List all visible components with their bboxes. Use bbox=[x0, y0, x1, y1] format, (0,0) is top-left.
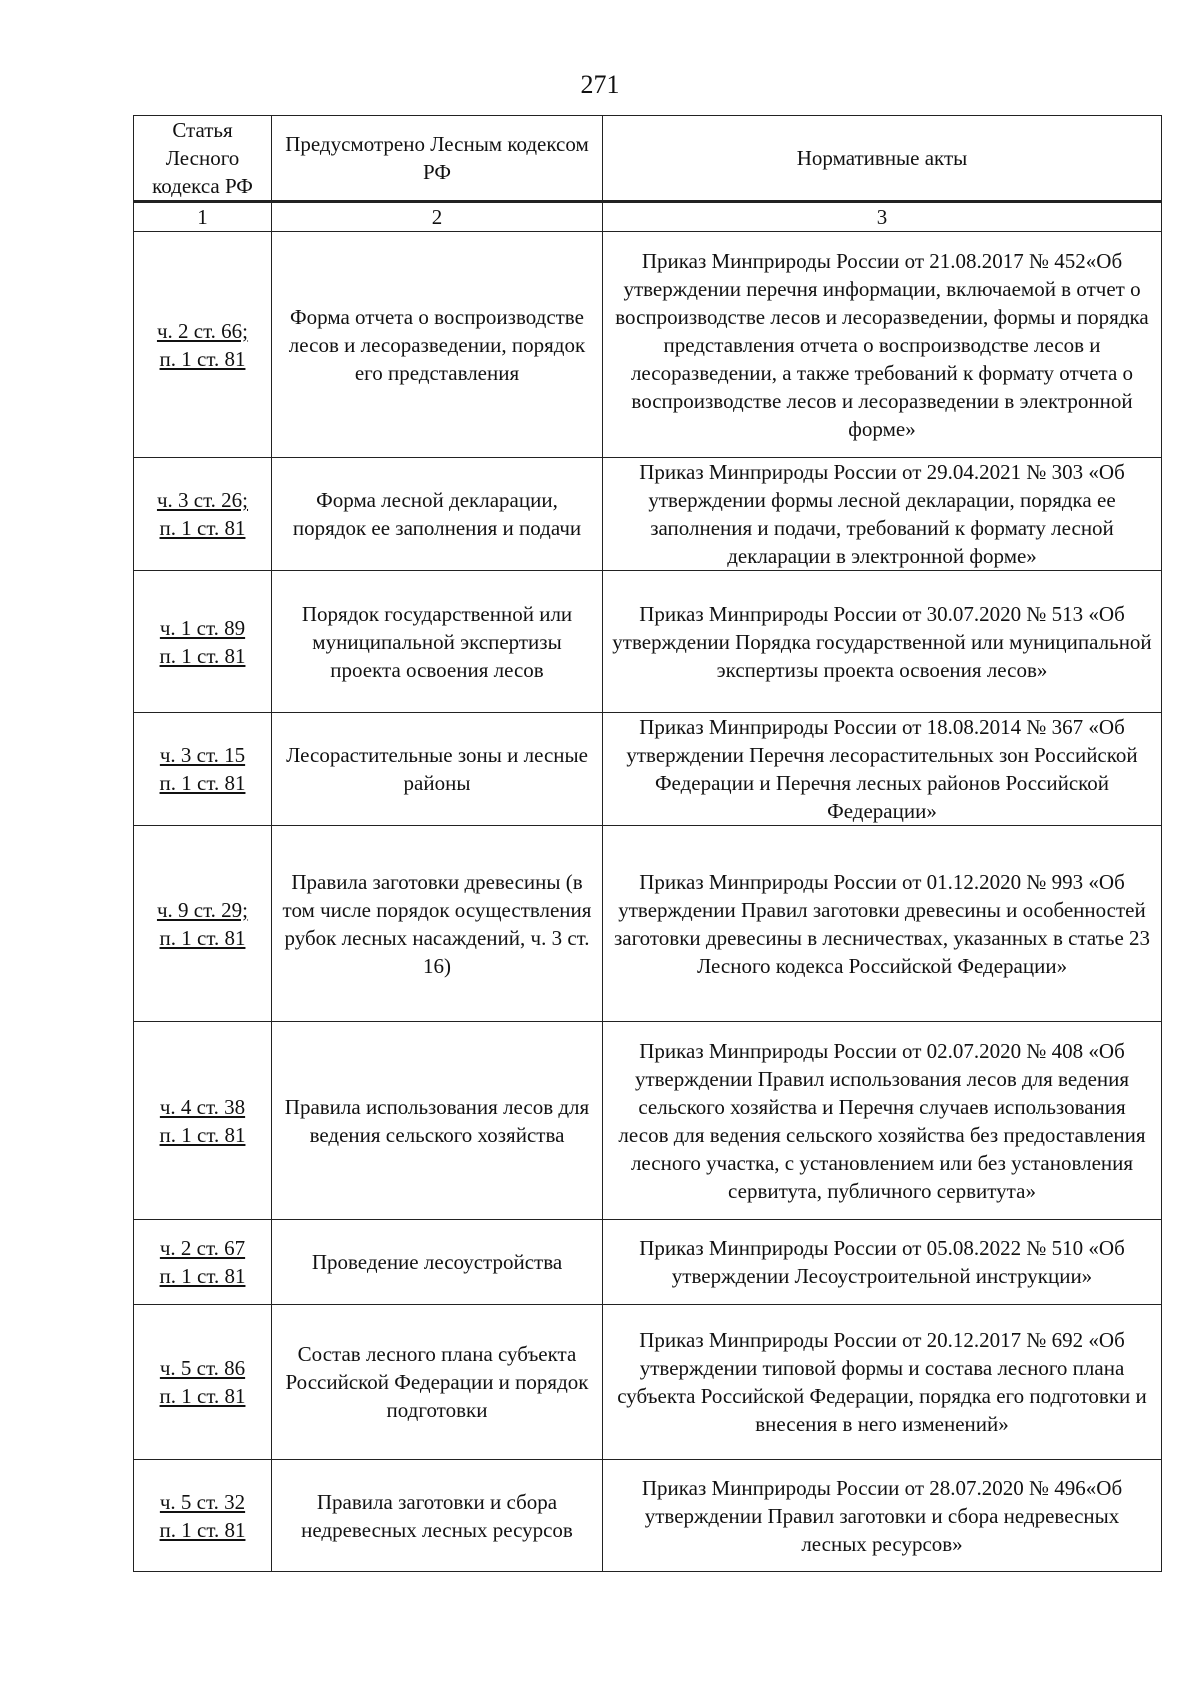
table-row bbox=[134, 1460, 1162, 1572]
act-text: Приказ Минприроды России от 18.08.2014 № 367 «Об утверждении Перечня лесорастительных зон Российской Федерации и Перечня лесных районов Российской Федерации» bbox=[626, 715, 1138, 823]
column-number: 1 bbox=[134, 202, 272, 232]
column-number-row bbox=[134, 202, 1162, 232]
article-link[interactable]: п. 1 ст. 81 bbox=[159, 1122, 246, 1147]
provision-cell bbox=[272, 826, 603, 1022]
act-cell bbox=[603, 571, 1162, 713]
article-link[interactable]: ч. 4 ст. 38 bbox=[159, 1094, 246, 1119]
article-link[interactable]: п. 1 ст. 81 bbox=[159, 516, 246, 540]
act-text: Приказ Минприроды России от 28.07.2020 № 496«Об утверждении Правил заготовки и сбора недревесных лесных ресурсов» bbox=[641, 1475, 1123, 1556]
provision-text: Лесорастительные зоны и лесные районы bbox=[286, 743, 588, 795]
act-text: Приказ Минприроды России от 20.12.2017 № 692 «Об утверждении типовой формы и состава лесного плана субъекта Российской Федерации, порядка его подготовки и внесения в него изменений» bbox=[617, 1328, 1147, 1436]
provision-text: Порядок государственной или муниципальной экспертизы проекта освоения лесов bbox=[301, 601, 573, 682]
header-acts: Нормативные акты bbox=[603, 116, 1162, 202]
table-row bbox=[134, 458, 1162, 571]
provision-text: Правила заготовки и сбора недревесных лесных ресурсов bbox=[301, 1489, 573, 1542]
provision-text: Состав лесного плана субъекта Российской Федерации и порядок подготовки bbox=[285, 1342, 589, 1422]
page-number: 271 bbox=[580, 70, 620, 99]
article-link[interactable]: ч. 9 ст. 29; bbox=[156, 897, 249, 922]
act-text: Приказ Минприроды России от 21.08.2017 № 452«Об утверждении перечня информации, включаемой в отчет о воспроизводстве лесов и лесоразведении, формы и порядка представления отчета о воспроизводстве лесов и лесоразведении, а также требований к формату отчета о воспроизводстве лесов и лесоразведении в электронной форме» bbox=[615, 248, 1149, 441]
article-cell bbox=[134, 1022, 272, 1220]
act-text: Приказ Минприроды России от 02.07.2020 № 408 «Об утверждении Правил использования лесов для ведения сельского хозяйства и Перечня случаев использования лесов для ведения сельского хозяйства без предоставления лесного участка, с установлением или без установления сервитута, публичного сервитута» bbox=[618, 1038, 1146, 1203]
article-link[interactable]: п. 1 ст. 81 bbox=[159, 925, 246, 950]
provision-cell bbox=[272, 571, 603, 713]
header-provision: Предусмотрено Лесным кодексом РФ bbox=[272, 116, 603, 202]
article-link[interactable]: ч. 1 ст. 89 bbox=[159, 615, 246, 640]
article-cell bbox=[134, 232, 272, 458]
article-cell bbox=[134, 713, 272, 826]
provision-text: Форма лесной декларации, порядок ее заполнения и подачи bbox=[292, 488, 582, 540]
table-row bbox=[134, 571, 1162, 713]
act-text: Приказ Минприроды России от 05.08.2022 № 510 «Об утверждении Лесоустроительной инструкции» bbox=[639, 1236, 1125, 1288]
article-cell bbox=[134, 1220, 272, 1305]
table-row bbox=[134, 1305, 1162, 1460]
provision-text: Правила использования лесов для ведения сельского хозяйства bbox=[284, 1094, 590, 1147]
act-cell bbox=[603, 458, 1162, 571]
article-link[interactable]: ч. 2 ст. 66; bbox=[156, 318, 249, 343]
article-cell bbox=[134, 826, 272, 1022]
provision-cell bbox=[272, 458, 603, 571]
provision-cell bbox=[272, 713, 603, 826]
provision-cell bbox=[272, 1220, 603, 1305]
header-article: Статья Лесного кодекса РФ bbox=[134, 116, 272, 202]
act-cell bbox=[603, 826, 1162, 1022]
article-cell bbox=[134, 571, 272, 713]
table-header-row bbox=[134, 116, 1162, 202]
normative-acts-table bbox=[133, 115, 1162, 1572]
article-link[interactable]: п. 1 ст. 81 bbox=[159, 1517, 246, 1542]
table-row bbox=[134, 1220, 1162, 1305]
provision-cell bbox=[272, 1305, 603, 1460]
article-link[interactable]: п. 1 ст. 81 bbox=[159, 346, 246, 371]
table-row bbox=[134, 826, 1162, 1022]
article-cell bbox=[134, 1305, 272, 1460]
act-text: Приказ Минприроды России от 30.07.2020 № 513 «Об утверждении Порядка государственной или муниципальной экспертизы проекта освоения лесов» bbox=[612, 601, 1152, 682]
article-link[interactable]: п. 1 ст. 81 bbox=[159, 1384, 246, 1408]
article-link[interactable]: ч. 5 ст. 32 bbox=[159, 1489, 246, 1514]
table-row bbox=[134, 713, 1162, 826]
act-cell bbox=[603, 1305, 1162, 1460]
act-cell bbox=[603, 713, 1162, 826]
table-row bbox=[134, 1022, 1162, 1220]
column-number: 2 bbox=[272, 202, 603, 232]
act-cell bbox=[603, 1022, 1162, 1220]
provision-text: Правила заготовки древесины (в том числе порядок осуществления рубок лесных насаждений, ч. 3 ст. 16) bbox=[282, 869, 592, 978]
provision-text: Форма отчета о воспроизводстве лесов и лесоразведении, порядок его представления bbox=[288, 304, 586, 385]
article-link[interactable]: ч. 2 ст. 67 bbox=[159, 1236, 246, 1260]
act-text: Приказ Минприроды России от 01.12.2020 № 993 «Об утверждении Правил заготовки древесины и особенностей заготовки древесины в лесничествах, указанных в статье 23 Лесного кодекса Российской Федерации» bbox=[613, 869, 1151, 978]
article-link[interactable]: п. 1 ст. 81 bbox=[159, 1264, 246, 1288]
provision-cell bbox=[272, 232, 603, 458]
act-cell bbox=[603, 1460, 1162, 1572]
provision-text: Проведение лесоустройства bbox=[311, 1250, 563, 1274]
act-cell bbox=[603, 232, 1162, 458]
article-cell bbox=[134, 1460, 272, 1572]
provision-cell bbox=[272, 1022, 603, 1220]
article-link[interactable]: п. 1 ст. 81 bbox=[159, 643, 246, 668]
act-cell bbox=[603, 1220, 1162, 1305]
table-row bbox=[134, 232, 1162, 458]
article-link[interactable]: п. 1 ст. 81 bbox=[159, 771, 246, 795]
article-link[interactable]: ч. 5 ст. 86 bbox=[159, 1356, 246, 1380]
article-link[interactable]: ч. 3 ст. 15 bbox=[159, 743, 246, 767]
provision-cell bbox=[272, 1460, 603, 1572]
article-link[interactable]: ч. 3 ст. 26; bbox=[156, 488, 249, 512]
act-text: Приказ Минприроды России от 29.04.2021 № 303 «Об утверждении формы лесной декларации, порядка ее заполнения и подачи, требований к формату лесной декларации в электронной форме» bbox=[639, 460, 1125, 568]
article-cell bbox=[134, 458, 272, 571]
column-number: 3 bbox=[603, 202, 1162, 232]
